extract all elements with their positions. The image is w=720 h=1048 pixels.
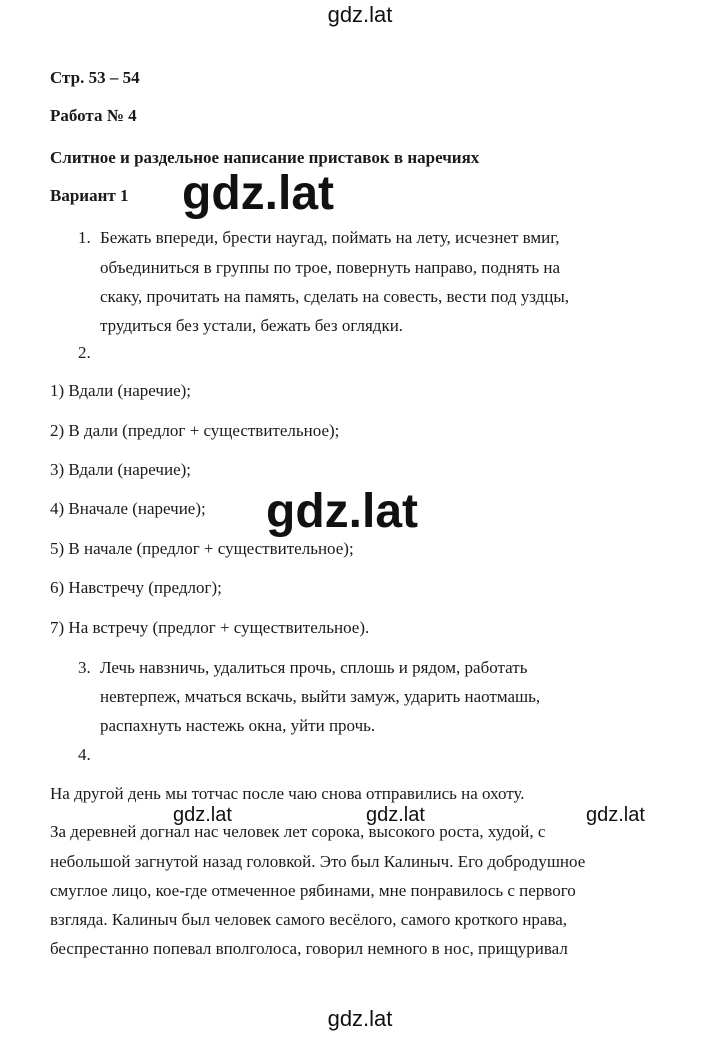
task3-line: невтерпеж, мчаться вскачь, выйти замуж, ударить наотмашь, <box>100 687 541 706</box>
task4-line: смуглое лицо, кое-где отмеченное рябинами, мне понравилось с первого <box>50 881 576 900</box>
task3-line: распахнуть настежь окна, уйти прочь. <box>100 716 376 735</box>
task2-number: 2. <box>78 343 91 362</box>
task3-number: 3. <box>78 658 91 677</box>
watermark-small: gdz.lat <box>173 804 232 826</box>
page-range: Стр. 53 – 54 <box>50 68 140 87</box>
task1-line: объединиться в группы по трое, повернуть направо, поднять на <box>100 258 561 277</box>
task1-line: Бежать впереди, брести наугад, поймать на лету, исчезнет вмиг, <box>100 228 560 247</box>
task4-number: 4. <box>78 745 91 764</box>
task4-line: беспрестанно попевал вполголоса, говорил немного в нос, прищуривал <box>50 939 568 958</box>
task2-item: 6) Навстречу (предлог); <box>50 578 222 597</box>
variant-title: Вариант 1 <box>50 186 129 205</box>
watermark-small: gdz.lat <box>586 804 645 826</box>
watermark-large: gdz.lat <box>266 485 418 538</box>
watermark-bottom: gdz.lat <box>327 1006 393 1031</box>
task1-line: скаку, прочитать на память, сделать на совесть, вести под уздцы, <box>100 287 570 306</box>
task4-line: За деревней догнал нас человек лет сорока, высокого роста, худой, с <box>50 822 546 841</box>
task2-item: 3) Вдали (наречие); <box>50 460 192 479</box>
task2-item: 1) Вдали (наречие); <box>50 381 192 400</box>
work-title: Работа № 4 <box>50 106 137 125</box>
task4-line: небольшой загнутой назад головкой. Это был Калиныч. Его добродушное <box>50 852 586 871</box>
task2-item: 2) В дали (предлог + существительное); <box>50 421 340 440</box>
watermark-large: gdz.lat <box>182 167 334 220</box>
task4-line: На другой день мы тотчас после чаю снова отправились на охоту. <box>50 784 525 803</box>
task1-number: 1. <box>78 228 91 247</box>
watermark-small: gdz.lat <box>366 804 425 826</box>
task2-item: 7) На встречу (предлог + существительное). <box>50 618 370 637</box>
task1-line: трудиться без устали, бежать без оглядки. <box>100 316 404 335</box>
task2-item: 5) В начале (предлог + существительное); <box>50 539 354 558</box>
topic-title: Слитное и раздельное написание приставок в наречиях <box>50 148 480 167</box>
task4-line: взгляда. Калиныч был человек самого весёлого, самого кроткого нрава, <box>50 910 568 929</box>
watermark-top: gdz.lat <box>327 2 393 27</box>
task3-line: Лечь навзничь, удалиться прочь, сплошь и рядом, работать <box>100 658 528 677</box>
task2-item: 4) Вначале (наречие); <box>50 499 206 518</box>
